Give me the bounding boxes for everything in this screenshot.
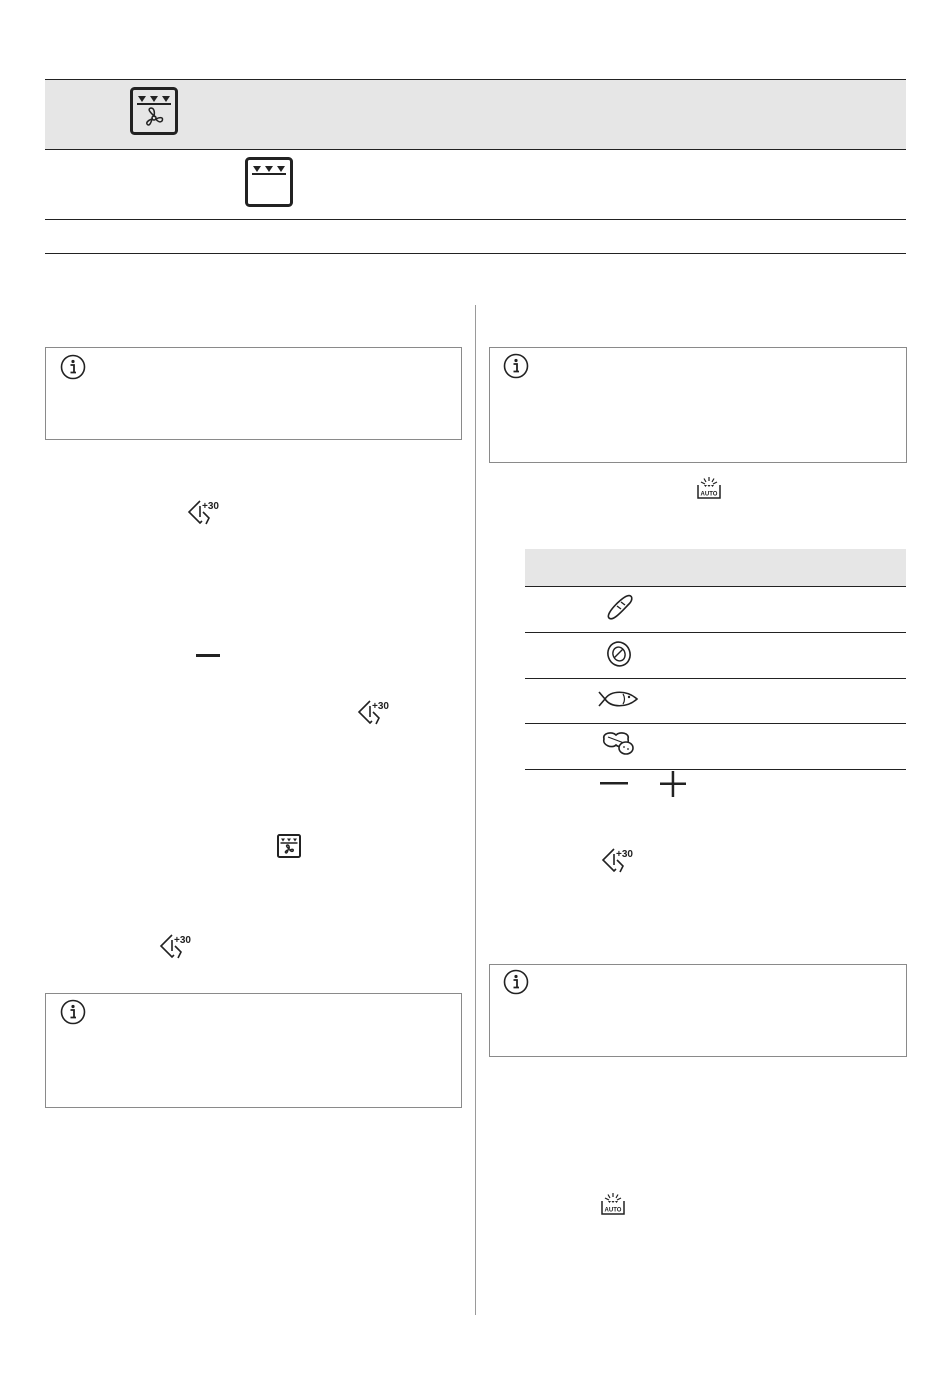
oven-top-heat-icon [245, 157, 293, 207]
top-table-border [45, 79, 906, 80]
minus-icon [600, 782, 628, 786]
vegetables-icon [600, 729, 638, 757]
info-icon [503, 353, 529, 379]
auto-program-icon [600, 1192, 626, 1216]
info-box-right-1 [489, 347, 907, 463]
food-table-border [525, 632, 906, 633]
plus30-label: +30 [372, 701, 389, 712]
top-table-border [45, 149, 906, 150]
food-table-border [525, 723, 906, 724]
oven-fan-grill-icon [130, 87, 178, 135]
food-table-border [525, 678, 906, 679]
info-box-right-2 [489, 964, 907, 1057]
auto-program-icon [696, 476, 722, 500]
auto-label: AUTO [700, 491, 718, 498]
bread-icon [603, 592, 635, 624]
top-table-border [45, 219, 906, 220]
plus-icon [660, 771, 686, 797]
plus30-label: +30 [202, 501, 219, 512]
fast-heat-plus-30-icon [356, 698, 392, 728]
food-table-border [525, 769, 906, 770]
plus30-label: +30 [616, 849, 633, 860]
info-box-left-2 [45, 993, 462, 1108]
auto-label: AUTO [604, 1207, 622, 1214]
plus30-label: +30 [174, 935, 191, 946]
info-icon [503, 969, 529, 995]
top-table-border [45, 253, 906, 254]
fast-heat-plus-30-icon [600, 846, 636, 876]
minus-icon [196, 654, 220, 658]
fast-heat-plus-30-icon [158, 932, 194, 962]
food-table-border [525, 586, 906, 587]
info-icon [60, 999, 86, 1025]
oven-fan-grill-small-icon [277, 834, 301, 858]
info-box-left-1 [45, 347, 462, 440]
column-divider [475, 305, 476, 1315]
info-icon [60, 354, 86, 380]
fast-heat-plus-30-icon [186, 498, 222, 528]
meat-icon [603, 638, 635, 670]
food-table-header [525, 549, 906, 586]
fish-icon [597, 688, 639, 710]
